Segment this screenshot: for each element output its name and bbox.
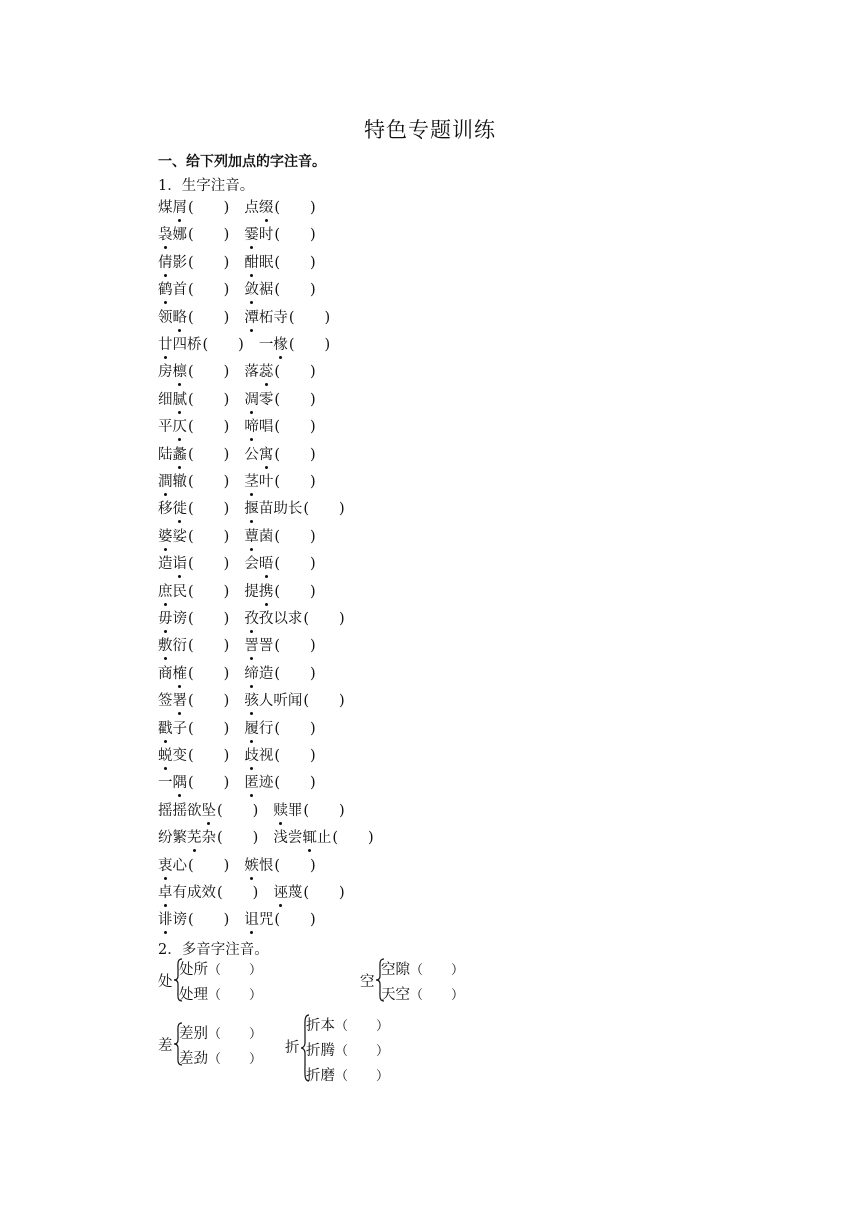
dotted-char: 隅 [173,771,188,792]
answer-blank[interactable]: ( ) [188,419,230,436]
word-text: 恨 [258,857,274,874]
pronunciation-row [158,634,316,661]
polyphone-group-zhe [285,1012,485,1090]
answer-blank[interactable]: ( ) [274,419,316,436]
pronunciation-row [158,196,316,223]
answer-blank[interactable]: ( ) [188,693,230,710]
pronunciation-row [158,662,316,689]
pronunciation-item [244,908,315,929]
dotted-char: 椽 [273,333,288,354]
word-text: 摇摇欲 [158,802,202,819]
word-text: 行 [258,720,274,737]
polyphone-word: 空隙（ ） [381,962,465,978]
word-text: 詈 [258,638,274,655]
dotted-char: 诣 [173,552,188,573]
pronunciation-item [158,360,229,381]
dotted-char: 倩 [158,251,173,272]
pronunciation-row [158,552,316,579]
polyphone-word: 差劲（ ） [179,1051,263,1067]
pronunciation-item [244,360,315,381]
answer-blank[interactable]: ( ) [188,282,230,299]
word-text: 纷繁 [158,830,187,847]
answer-blank[interactable]: ( ) [288,309,331,326]
word-text: 止 [316,830,332,847]
pronunciation-row [158,717,316,744]
pronunciation-item [158,415,229,436]
dotted-char: 歧 [244,744,259,765]
pronunciation-row [158,388,316,415]
answer-blank[interactable]: ( ) [274,748,316,764]
pronunciation-item [158,278,229,299]
pronunciation-row [158,799,345,826]
dotted-char: 揠 [244,497,259,518]
page-title: 特色专题训练 [364,118,496,142]
dotted-char: 芜 [187,826,202,847]
pronunciation-row [158,251,316,278]
word-text: 公 [244,446,259,463]
dotted-char: 戳 [158,717,173,738]
answer-blank[interactable]: ( ) [274,446,316,463]
dotted-char: 廿 [158,333,173,354]
pronunciation-row [158,744,316,771]
dotted-char: 屑 [173,196,188,217]
pronunciation-item [158,223,229,244]
dotted-char: 袅 [158,223,173,244]
pronunciation-row [158,771,316,798]
answer-blank[interactable]: ( ) [303,885,345,901]
word-text: 谤 [172,611,187,627]
word-text: 柘寺 [258,309,288,326]
pronunciation-row [158,443,316,470]
answer-blank[interactable]: ( ) [188,391,230,408]
pronunciation-item [158,607,229,628]
part2-heading: 2．多音字注音。 [158,941,269,958]
pronunciation-row [158,470,316,497]
word-text: 娑 [172,528,187,545]
word-text: 辙 [172,474,187,490]
answer-blank[interactable]: ( ) [188,912,230,929]
pronunciation-item [244,634,315,655]
answer-blank[interactable]: ( ) [274,556,316,573]
section-heading: 一、给下列加点的字注音。 [158,154,326,170]
word-text: 菌 [258,528,274,545]
pronunciation-row [158,223,316,250]
polyphone-char: 差 [158,1038,173,1054]
word-text: 陆 [158,446,173,463]
pronunciation-item [244,196,315,217]
dotted-char: 诽 [158,908,173,929]
dotted-char: 缔 [244,662,259,683]
word-text: 落 [244,364,259,381]
pronunciation-row [158,360,316,387]
pronunciation-item [244,415,315,436]
dotted-char: 诬 [273,881,288,902]
word-text: 签 [158,693,173,710]
word-text: 杂 [201,830,216,847]
word-text: 平 [158,419,173,436]
answer-blank[interactable]: ( ) [188,611,230,627]
answer-blank[interactable]: ( ) [274,227,316,244]
polyphone-char: 折 [285,1040,300,1056]
dotted-char: 毋 [158,607,173,628]
word-text: 心 [172,857,187,874]
answer-blank[interactable]: ( ) [217,885,259,901]
dotted-char: 鹤 [158,278,173,299]
pronunciation-item [158,388,229,409]
answer-blank[interactable]: ( ) [188,775,230,792]
dotted-char: 寓 [259,443,274,464]
word-text: 煤 [158,200,173,216]
answer-blank[interactable]: ( ) [274,200,316,216]
pronunciation-item [244,717,315,738]
word-text: 影 [172,254,187,271]
pronunciation-item [244,306,330,327]
answer-blank[interactable]: ( ) [188,528,230,545]
answer-blank[interactable]: ( ) [217,802,259,819]
pronunciation-item [158,580,229,601]
pronunciation-item [244,744,315,765]
answer-blank[interactable]: ( ) [188,446,230,463]
answer-blank[interactable]: ( ) [188,857,230,874]
dotted-char: 缀 [259,196,274,217]
word-text: 点 [244,200,259,216]
word-text: 罪 [287,802,303,819]
dotted-char: 晤 [259,552,274,573]
pronunciation-row [158,278,316,305]
pronunciation-item [158,196,229,217]
dotted-char: 酣 [244,251,259,272]
answer-blank[interactable]: ( ) [274,857,316,874]
answer-blank[interactable]: ( ) [188,254,230,271]
answer-blank[interactable]: ( ) [188,583,230,600]
answer-blank[interactable]: ( ) [274,474,316,490]
dotted-char: 腻 [173,388,188,409]
dotted-char: 檩 [173,360,188,381]
dotted-char: 徙 [173,497,188,518]
dotted-char: 携 [259,580,274,601]
dotted-char: 婆 [158,525,173,546]
dotted-char: 仄 [173,415,188,436]
answer-blank[interactable]: ( ) [188,227,230,244]
word-text: 领 [158,309,173,326]
polyphone-word: 折腾（ ） [306,1043,390,1059]
dotted-char: 澗 [158,470,173,491]
pronunciation-item [158,251,229,272]
pronunciation-item [158,854,229,875]
pronunciation-item [244,580,315,601]
word-text: 迹 [258,775,274,792]
answer-blank[interactable]: ( ) [188,556,230,573]
pronunciation-row [158,826,374,853]
pronunciation-row [158,689,345,716]
dotted-char: 诅 [244,908,259,929]
answer-blank[interactable]: ( ) [188,364,230,381]
answer-blank[interactable]: ( ) [217,830,259,847]
pronunciation-item [244,278,315,299]
pronunciation-item [273,881,344,902]
pronunciation-item [244,388,315,409]
answer-blank[interactable]: ( ) [274,665,316,682]
word-text: 人听闻 [258,693,303,710]
answer-blank[interactable]: ( ) [188,309,230,326]
answer-blank[interactable]: ( ) [303,802,345,819]
answer-blank[interactable]: ( ) [202,337,244,353]
dotted-char: 略 [173,306,188,327]
pronunciation-item [158,689,229,710]
dotted-char: 霎 [244,223,259,244]
pronunciation-row [158,580,316,607]
pronunciation-item [158,443,229,464]
part1-heading: 1．生字注音。 [158,178,255,194]
word-text: 细 [158,391,173,408]
dotted-char: 署 [173,689,188,710]
dotted-char: 蠡 [173,443,188,464]
dotted-char: 潭 [244,306,259,327]
polyphone-word: 处理（ ） [179,987,263,1003]
dotted-char: 蜕 [158,744,173,765]
pronunciation-item [158,771,229,792]
polyphone-char: 空 [360,974,375,990]
answer-blank[interactable]: ( ) [188,665,230,682]
answer-blank[interactable]: ( ) [303,501,345,518]
dotted-char: 履 [244,717,259,738]
answer-blank[interactable]: ( ) [274,364,316,381]
pronunciation-item [158,717,229,738]
word-text: 娜 [172,227,187,244]
word-text: 视 [258,748,274,764]
pronunciation-item [158,744,229,765]
pronunciation-row [158,497,345,524]
answer-blank[interactable]: ( ) [274,391,316,408]
pronunciation-item [244,662,315,683]
pronunciation-item [244,443,315,464]
pronunciation-item [158,525,229,546]
pronunciation-row [158,306,330,333]
pronunciation-item [244,525,315,546]
word-text: 民 [172,583,187,600]
word-text: 房 [158,364,173,381]
polyphone-word: 处所（ ） [179,962,263,978]
answer-blank[interactable]: ( ) [274,282,316,299]
word-text: 造 [258,665,274,682]
word-text: 时 [258,227,274,244]
dotted-char: 匿 [244,771,259,792]
pronunciation-item [158,662,229,683]
word-text: 首 [172,282,187,299]
word-text: 造 [158,556,173,573]
answer-blank[interactable]: ( ) [274,528,316,545]
word-text: 衍 [172,638,187,655]
answer-blank[interactable]: ( ) [332,830,374,847]
word-text: 苗助长 [258,501,303,518]
dotted-char: 敷 [158,634,173,655]
pronunciation-item [244,497,344,518]
dotted-char: 卓 [158,881,173,902]
word-text: 移 [158,501,173,518]
pronunciation-item [158,799,258,820]
pronunciation-row [158,525,316,552]
polyphone-group-cha [158,1020,288,1070]
pronunciation-item [158,333,244,354]
pronunciation-item [259,333,330,354]
dotted-char: 啼 [244,415,259,436]
word-text: 四桥 [172,337,202,353]
word-text: 一 [258,337,274,353]
polyphone-word: 差别（ ） [179,1026,263,1042]
pronunciation-item [158,552,229,573]
word-text: 子 [172,720,187,737]
word-text: 孜以求 [258,611,303,627]
answer-blank[interactable]: ( ) [188,638,230,655]
pronunciation-item [273,826,373,847]
dotted-char: 榷 [173,662,188,683]
word-text: 变 [172,748,187,764]
answer-blank[interactable]: ( ) [188,200,230,216]
pronunciation-item [244,689,344,710]
pronunciation-row [158,881,345,908]
pronunciation-item [244,607,344,628]
polyphone-word: 折磨（ ） [306,1068,390,1084]
pronunciation-item [244,552,315,573]
pronunciation-item [244,771,315,792]
answer-blank[interactable]: ( ) [303,611,345,627]
dotted-char: 孜 [244,607,259,628]
answer-blank[interactable]: ( ) [274,638,316,655]
dotted-char: 詈 [244,634,259,655]
pronunciation-item [244,223,315,244]
pronunciation-item [158,634,229,655]
polyphone-group-kong [360,956,560,1006]
dotted-char: 凋 [244,388,259,409]
dotted-char: 衷 [158,854,173,875]
dotted-char: 蕈 [244,525,259,546]
answer-blank[interactable]: ( ) [274,583,316,600]
answer-blank[interactable]: ( ) [303,693,345,710]
word-text: 零 [258,391,274,408]
word-text: 叶 [258,474,274,490]
pronunciation-item [273,799,344,820]
word-text: 谤 [172,912,187,929]
word-text: 裾 [258,282,274,299]
pronunciation-item [158,826,258,847]
pronunciation-row [158,415,316,442]
word-text: 浅尝 [273,830,303,847]
word-text: 唱 [258,419,274,436]
word-text: 提 [244,583,259,600]
pronunciation-row [158,908,316,935]
word-text: 有成效 [172,885,216,901]
word-text: 眠 [258,254,274,271]
dotted-char: 蕊 [259,360,274,381]
pronunciation-row [158,333,330,360]
dotted-char: 坠 [202,799,217,820]
pronunciation-item [158,306,229,327]
word-text: 咒 [258,912,274,929]
dotted-char: 茎 [244,470,259,491]
dotted-char: 辄 [302,826,317,847]
pronunciation-row [158,607,345,634]
dotted-char: 赎 [273,799,288,820]
answer-blank[interactable]: ( ) [188,720,230,737]
answer-blank[interactable]: ( ) [274,912,316,929]
dotted-char: 庶 [158,580,173,601]
pronunciation-item [244,854,315,875]
answer-blank[interactable]: ( ) [274,775,316,792]
word-text: 会 [244,556,259,573]
pronunciation-item [244,251,315,272]
polyphone-char: 处 [158,974,173,990]
polyphone-word: 天空（ ） [381,987,465,1003]
polyphone-word: 折本（ ） [306,1018,390,1034]
pronunciation-item [158,881,258,902]
dotted-char: 嫉 [244,854,259,875]
word-text: 蔑 [287,885,303,901]
dotted-char: 骇 [244,689,259,710]
pronunciation-item [158,908,229,929]
polyphone-group-chu [158,956,358,1006]
dotted-char: 敛 [244,278,259,299]
answer-blank[interactable]: ( ) [274,720,316,737]
answer-blank[interactable]: ( ) [188,748,230,764]
word-text: 商 [158,665,173,682]
pronunciation-row [158,854,316,881]
answer-blank[interactable]: ( ) [274,254,316,271]
pronunciation-item [158,497,229,518]
answer-blank[interactable]: ( ) [288,337,331,353]
word-text: 一 [158,775,173,792]
pronunciation-item [158,470,229,491]
pronunciation-item [244,470,315,491]
answer-blank[interactable]: ( ) [188,501,230,518]
answer-blank[interactable]: ( ) [188,474,230,490]
